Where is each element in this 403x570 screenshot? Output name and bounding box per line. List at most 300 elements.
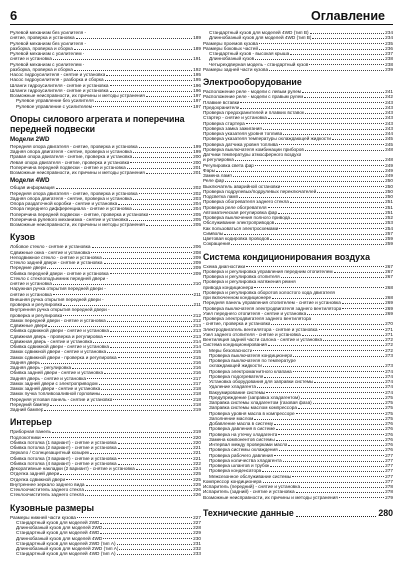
dot-leader xyxy=(133,157,192,158)
entry-title: Приборная панель xyxy=(10,429,51,435)
entry-page: 196 xyxy=(193,87,201,93)
entry-title: Проверка и регулировка натяжения ремня xyxy=(203,279,296,285)
entry-page: 267 xyxy=(385,268,393,274)
dot-leader xyxy=(113,399,192,400)
entry-page: 275 xyxy=(385,400,393,405)
dot-leader xyxy=(91,252,192,253)
dot-leader xyxy=(279,450,385,451)
entry-page: 216 xyxy=(193,370,201,376)
entry-page: 277 xyxy=(385,457,393,463)
entry-page: 274 xyxy=(385,379,393,384)
dot-leader xyxy=(233,176,384,177)
dot-leader xyxy=(268,118,384,119)
entry-title: Проверка выключения полного привода xyxy=(203,215,291,220)
entry-page: 269 xyxy=(385,305,393,311)
toc-entry xyxy=(203,67,393,72)
entry-page: 229 xyxy=(193,530,201,536)
dot-leader xyxy=(302,335,384,336)
entry-page: 251 xyxy=(385,209,393,215)
dot-leader xyxy=(117,554,193,555)
entry-title: Стандартный кузов для моделей 2WD (тип А) xyxy=(16,540,116,546)
dot-leader xyxy=(270,466,384,467)
dot-leader xyxy=(110,331,192,332)
dot-leader xyxy=(342,303,384,304)
dot-leader xyxy=(53,59,192,60)
entry-page: 191 xyxy=(193,56,201,62)
dot-leader xyxy=(52,432,192,433)
entry-title: Стеклоочиститель заднего стекла xyxy=(10,487,84,492)
entry-title: Шланги гидроусилителя - снятие и установка xyxy=(10,87,109,93)
dot-leader xyxy=(133,199,192,200)
dot-leader xyxy=(53,284,192,285)
entry-page: 238 xyxy=(385,61,393,67)
entry-title: Как пользоваться электросхемами xyxy=(203,225,279,231)
entry-title: Проверка указателя температуры охлаждающей жидкости xyxy=(203,136,331,142)
dot-leader xyxy=(240,102,384,103)
dot-leader xyxy=(63,315,192,316)
toc-entry xyxy=(10,551,201,556)
entry-title: Стандартный кузов для моделей 2WD xyxy=(16,519,100,525)
entry-page: 254 xyxy=(385,225,393,231)
entry-title: Задняя опора двигателя - снятие, проверка и установка xyxy=(10,195,132,201)
subsection-heading: Модели 4WD xyxy=(10,177,50,185)
entry-title: Поперечина рулевого механизма - снятие и установка xyxy=(10,216,129,222)
entry-page: 210 xyxy=(193,281,201,286)
dot-leader xyxy=(263,482,385,483)
dot-leader xyxy=(93,342,192,343)
entry-title: охлаждающей жидкости xyxy=(209,363,262,369)
entry-title: при включенном кондиционере xyxy=(203,295,272,300)
entry-page: 197 xyxy=(193,93,201,98)
entry-page: 213 xyxy=(193,328,201,334)
entry-title: Передняя угловая панель - снятие и установка xyxy=(10,396,113,402)
dot-leader xyxy=(48,326,192,327)
entry-page: 209 xyxy=(193,270,201,276)
entry-title: Передняя панель управления отопителем - снятие и установка xyxy=(203,300,341,306)
entry-page: 268 xyxy=(385,295,393,300)
dot-leader xyxy=(262,471,384,472)
entry-title: Длиннобазный кузов для моделей 2WD (тип А) xyxy=(16,546,119,551)
entry-title: Проверка замка зажигания xyxy=(203,125,262,131)
dot-leader xyxy=(60,474,192,475)
entry-title: Шланги гидроусилителя - снятие и установка xyxy=(10,82,109,88)
entry-page: 250 xyxy=(385,183,393,189)
dot-leader xyxy=(342,308,384,309)
entry-title: Проверка выключателя комбинации приборов xyxy=(203,146,304,152)
entry-page: 208 xyxy=(193,249,201,255)
entry-title: Проверка количества хладагента xyxy=(209,457,282,463)
dot-leader xyxy=(107,352,192,353)
entry-title: Технические данные xyxy=(203,507,294,518)
entry-title: Возможные неисправности, их причины и методы устранения xyxy=(10,93,145,98)
entry-title: Рулевой механизм с усилителем - xyxy=(10,61,85,67)
dot-leader xyxy=(41,363,192,364)
entry-page: 238 xyxy=(385,56,393,62)
dot-leader xyxy=(118,464,193,465)
entry-title: Рулевой механизм без усилителя - xyxy=(10,30,87,35)
entry-page: 196 xyxy=(193,82,201,88)
entry-title: Проверка датчика уровня топлива xyxy=(203,141,278,147)
entry-page: 280 xyxy=(378,507,393,518)
entry-page: 225 xyxy=(193,471,201,477)
entry-title: Узел переднего отопителя - снятие и установка xyxy=(203,310,307,316)
entry-page: 195 xyxy=(193,72,201,77)
entry-title: Сдвижная дверь - проверка и регулировка xyxy=(10,333,103,339)
entry-page: 257 xyxy=(385,230,393,236)
entry-page: 221 xyxy=(193,450,201,456)
entry-page: 271 xyxy=(385,326,393,332)
entry-page: 248 xyxy=(385,157,393,163)
entry-page: 204 xyxy=(193,201,201,206)
dot-leader xyxy=(77,517,192,518)
dot-leader xyxy=(224,234,384,235)
entry-title: Сокращения xyxy=(203,241,231,247)
entry-page: 217 xyxy=(193,375,201,381)
entry-page: 226 xyxy=(193,492,201,498)
entry-title: Передний бампер xyxy=(10,401,50,407)
entry-page: 243 xyxy=(385,99,393,105)
entry-title: Проверка указателя уровня топлива xyxy=(203,131,283,136)
entry-page: 251 xyxy=(385,204,393,210)
entry-title: Рулевое управление с усилителем xyxy=(16,103,92,109)
entry-page: 273 xyxy=(385,363,393,369)
entry-title: Сдвижные окна - снятие и установка xyxy=(10,249,91,255)
entry-title: Регулировка света фар xyxy=(203,162,254,168)
dot-leader xyxy=(231,244,384,245)
dot-leader xyxy=(263,366,384,367)
dot-leader xyxy=(276,429,384,430)
entry-page: 231 xyxy=(193,540,201,546)
entry-title: снятие, проверка и установка xyxy=(10,35,75,41)
entry-page: 278 xyxy=(385,484,393,489)
entry-title: Подлокотники xyxy=(10,434,41,440)
entry-title: Реле фар xyxy=(203,178,225,184)
entry-title: Замок передней двери - снятие и установка xyxy=(10,317,106,323)
entry-page: 216 xyxy=(193,359,201,365)
entry-title: Размеры боковых частей xyxy=(203,45,259,51)
entry-title: и регулировка xyxy=(203,157,234,163)
entry-title: Проверка рабочего давления xyxy=(209,452,274,458)
section-heading: Интерьер xyxy=(10,417,52,428)
entry-title: Обивка потолка (4 вариант) - снятие и установка xyxy=(10,460,117,466)
entry-page: 227 xyxy=(193,519,201,525)
entry-title: Внешняя ручка открытия передней двери - xyxy=(10,296,104,302)
entry-title: Правая опора двигателя - снятие, проверка и установка xyxy=(10,154,133,160)
entry-page: 211 xyxy=(193,291,201,297)
entry-page: 225 xyxy=(193,481,201,487)
entry-page: 250 xyxy=(385,178,393,184)
entry-page: 232 xyxy=(193,546,201,551)
dot-leader xyxy=(110,91,193,92)
entry-title: Автоматическая регулировка фар xyxy=(203,209,278,215)
entry-page: 215 xyxy=(193,349,201,355)
dot-leader xyxy=(216,171,384,172)
dot-leader xyxy=(278,213,384,214)
entry-page: 205 xyxy=(193,222,201,227)
entry-title: Обивка передней двери - снятие и установка xyxy=(10,270,109,276)
entry-page: 272 xyxy=(385,337,393,342)
dot-leader xyxy=(240,108,384,109)
entry-title: Обивка потолка (1 вариант) - снятие и установка xyxy=(10,439,117,445)
dot-leader xyxy=(136,469,192,470)
entry-title: Система кондиционирования xyxy=(203,342,267,348)
dot-leader xyxy=(305,150,384,151)
entry-title: Опора раздаточной коробки - снятие и установка xyxy=(10,201,118,206)
entry-page: 244 xyxy=(385,131,393,136)
entry-title: Стандартный кузов - высокая крыша xyxy=(209,51,290,56)
entry-page: 201 xyxy=(193,170,201,175)
entry-title: Внутренняя ручка открытия передней двери - xyxy=(10,307,110,313)
entry-page: 216 xyxy=(193,365,201,370)
entry-title: Проверка давления в системе xyxy=(209,426,276,432)
entry-page: 221 xyxy=(193,455,201,461)
entry-title: Стандартный кузов для моделей 4WD xyxy=(16,530,100,536)
subsection-heading: Модели 2WD xyxy=(10,135,50,143)
entry-page: 239 xyxy=(385,66,393,72)
entry-page: 276 xyxy=(385,442,393,447)
entry-title: Фары xyxy=(203,167,216,173)
entry-page: 274 xyxy=(385,368,393,374)
entry-title: Передние двери xyxy=(10,265,46,271)
entry-page: 212 xyxy=(193,312,201,318)
dot-leader xyxy=(290,54,384,55)
entry-title: Замок сдвижной двери - проверка и регулировка xyxy=(10,354,117,360)
dot-leader xyxy=(92,247,193,248)
dot-leader xyxy=(110,273,193,274)
dot-leader xyxy=(235,160,384,161)
dot-leader xyxy=(268,207,385,208)
dot-leader xyxy=(56,188,193,189)
dot-leader xyxy=(74,49,192,50)
dot-leader xyxy=(118,357,193,358)
entry-title: Заполнение маслом xyxy=(209,415,254,421)
entry-page: 269 xyxy=(385,300,393,306)
entry-page: 204 xyxy=(193,206,201,212)
entry-title: Обивка потолка (3 вариант) - снятие и установка xyxy=(10,455,117,461)
dot-leader xyxy=(296,516,377,517)
entry-title: Стекло с стеклоподъемник передней двери - xyxy=(10,275,109,281)
entry-title: Стандартный кузов для моделей 4WD (тип А) xyxy=(16,551,116,557)
dot-leader xyxy=(255,165,384,166)
entry-title: Проверка реле обогревателя xyxy=(203,204,267,210)
dot-leader xyxy=(317,192,384,193)
dot-leader xyxy=(99,384,193,385)
entry-page: 250 xyxy=(385,194,393,199)
dot-leader xyxy=(87,378,192,379)
entry-page: 218 xyxy=(193,401,201,407)
entry-title: Добавление масла в систему xyxy=(209,421,274,426)
entry-title: Лобовое стекло - снятие и установка xyxy=(10,244,91,250)
entry-title: Узел заднего отопителя - снятие и установка xyxy=(203,331,301,337)
entry-title: Размеры нижней части кузова xyxy=(10,514,76,520)
entry-page: 277 xyxy=(385,452,393,458)
entry-title: Замок сдвижной двери - снятие и установка xyxy=(10,349,107,355)
dot-leader xyxy=(293,371,384,372)
entry-page: 276 xyxy=(385,421,393,426)
entry-page: 202 xyxy=(193,185,201,191)
entry-title: Опора переднего дифференциала - снятие и установка xyxy=(10,206,132,212)
section-heading: Система кондиционирования воздуха xyxy=(203,251,370,262)
entry-title: Отделка задней двери xyxy=(10,471,60,477)
dot-leader xyxy=(254,287,384,288)
dot-leader xyxy=(276,440,384,441)
dot-leader xyxy=(101,389,192,390)
entry-page: 197 xyxy=(193,98,201,104)
entry-title: Выключатель аварийной остановки xyxy=(203,183,281,189)
entry-title: Поперечина передней подвески - снятие, проверка и установка xyxy=(10,211,149,217)
entry-title: Наружная ручка открытия передней двери - xyxy=(10,286,106,292)
entry-page: 259 xyxy=(385,236,393,241)
dot-leader xyxy=(313,403,384,404)
entry-page: 213 xyxy=(193,323,201,328)
dot-leader xyxy=(255,59,384,60)
entry-page: 252 xyxy=(385,215,393,220)
entry-page: 225 xyxy=(193,476,201,482)
entry-page: 234 xyxy=(385,30,393,35)
entry-title: Схема диагностики xyxy=(203,263,246,269)
dot-leader xyxy=(288,445,384,446)
entry-title: Отделка сдвижной двери xyxy=(10,476,66,482)
entry-page: 277 xyxy=(385,478,393,484)
entry-title: привода кондиционера xyxy=(203,284,254,290)
dot-leader xyxy=(269,70,384,71)
entry-title: Стеклоочиститель заднего стекла xyxy=(10,492,84,498)
entry-title: Испаритель (передний) - снятие и установка xyxy=(203,484,301,489)
dot-leader xyxy=(283,461,384,462)
dot-leader xyxy=(118,443,193,444)
dot-leader xyxy=(47,268,192,269)
entry-page: 192 xyxy=(193,66,201,72)
dot-leader xyxy=(42,437,193,438)
dot-leader xyxy=(127,168,192,169)
entry-title: Проверка и регулировка отопителя xyxy=(203,274,280,279)
entry-title: Расположение реле - модели с правым рулем xyxy=(203,94,304,100)
entry-page: 209 xyxy=(193,260,201,265)
entry-title: Замок пучка топливозаливной горловины xyxy=(10,391,101,397)
dot-leader xyxy=(50,405,192,406)
entry-page: 274 xyxy=(385,384,393,390)
dot-leader xyxy=(274,455,384,456)
page-number: 6 xyxy=(10,8,18,23)
dot-leader xyxy=(302,92,384,93)
toc-columns xyxy=(10,30,393,564)
entry-page: 218 xyxy=(193,391,201,397)
entry-page: 273 xyxy=(385,352,393,358)
entry-title: Насос гидроусилителя - разборка и сборка xyxy=(10,77,104,83)
entry-page: 199 xyxy=(193,143,201,149)
dot-leader xyxy=(281,277,384,278)
entry-page: 277 xyxy=(385,473,393,479)
dot-leader xyxy=(309,64,384,65)
toc-column-left xyxy=(10,30,201,564)
dot-leader xyxy=(290,202,384,203)
entry-title: Подсветка ламп xyxy=(203,194,239,199)
dot-leader xyxy=(312,38,384,39)
toc-entry xyxy=(10,492,201,497)
entry-page: 205 xyxy=(193,216,201,222)
entry-title: Рулевое управление без усилителя xyxy=(16,98,94,104)
dot-leader xyxy=(117,544,193,545)
dot-leader xyxy=(139,147,193,148)
dot-leader xyxy=(283,134,384,135)
entry-page: 275 xyxy=(385,410,393,416)
entry-page: 243 xyxy=(385,115,393,121)
dot-leader xyxy=(53,294,193,295)
dot-leader xyxy=(95,101,193,102)
entry-title: Возможные неисправности, их причины и методы устранения xyxy=(203,494,338,500)
dot-leader xyxy=(266,392,384,393)
entry-title: Длиннобазный кузов xyxy=(209,56,255,62)
entry-page: 203 xyxy=(193,195,201,201)
section-heading: Кузовные размеры xyxy=(10,502,95,513)
entry-title: Заправка системы маслом компрессора xyxy=(209,405,297,411)
entry-title: Компрессор кондиционера xyxy=(203,478,262,484)
entry-title: Возможные неисправности, их причины и методы устранения xyxy=(10,170,145,175)
entry-title: Зеркало / Солнцезащитный козырек xyxy=(10,450,90,456)
entry-page: 279 xyxy=(385,494,393,500)
entry-title: Размеры задней части кузова xyxy=(203,66,269,72)
entry-page: 272 xyxy=(385,347,393,353)
entry-title: разборка, проверка и сборка xyxy=(10,66,73,72)
entry-title: Длиннобазный кузов для моделей 4WD (тип В) xyxy=(209,35,312,41)
dot-leader xyxy=(133,209,192,210)
entry-page: 276 xyxy=(385,436,393,442)
entry-page: 274 xyxy=(385,389,393,395)
toc-entry xyxy=(10,222,201,227)
entry-page: 259 xyxy=(385,241,393,247)
entry-title: проверка и регулировка xyxy=(10,302,63,307)
entry-title: Возможные неисправности, их причины и методы устранения xyxy=(10,222,145,227)
dot-leader xyxy=(101,394,192,395)
dot-leader xyxy=(301,398,384,399)
entry-page: 201 xyxy=(193,164,201,170)
dot-leader xyxy=(130,162,192,163)
entry-page: 250 xyxy=(385,188,393,194)
entry-page: 197 xyxy=(193,103,201,109)
entry-page: 220 xyxy=(193,439,201,445)
entry-title: снятие и установка xyxy=(10,291,52,297)
entry-title: Задняя дверь - регулировка xyxy=(10,365,72,370)
dot-leader xyxy=(246,266,384,267)
entry-page: 200 xyxy=(193,154,201,160)
entry-title: Проверка предохранителей и плавких вставок xyxy=(203,110,304,115)
entry-page: 267 xyxy=(385,274,393,279)
entry-page: 245 xyxy=(385,141,393,147)
entry-title: Проверка на утечку хладагента xyxy=(209,431,278,437)
section-heading: Опоры силового агрегата и поперечина передней подвески xyxy=(10,113,185,134)
entry-title: Задний бампер xyxy=(10,407,44,412)
entry-title: Расположение реле - модели с левым рулем xyxy=(203,89,302,94)
dot-leader xyxy=(310,33,385,34)
dot-leader xyxy=(139,193,193,194)
entry-page: 233 xyxy=(193,551,201,557)
entry-title: Предохранители xyxy=(203,104,240,110)
dot-leader xyxy=(93,106,192,107)
dot-leader xyxy=(264,377,384,378)
entry-title: снятие и установка xyxy=(10,56,52,62)
toc-entry xyxy=(10,170,201,175)
entry-page: 269 xyxy=(385,310,393,316)
entry-title: Вакуумирование системы xyxy=(209,389,266,395)
entry-title: Интервал между проверками масла xyxy=(209,442,288,447)
entry-title: Поперечина передней подвески - снятие и установка xyxy=(10,164,126,170)
entry-title: Электродвигатель вентилятора - снятие и установка xyxy=(203,326,318,332)
dot-leader xyxy=(301,487,384,488)
dot-leader xyxy=(146,173,192,174)
dot-leader xyxy=(259,49,384,50)
dot-leader xyxy=(339,497,384,498)
entry-page: 276 xyxy=(385,431,393,437)
